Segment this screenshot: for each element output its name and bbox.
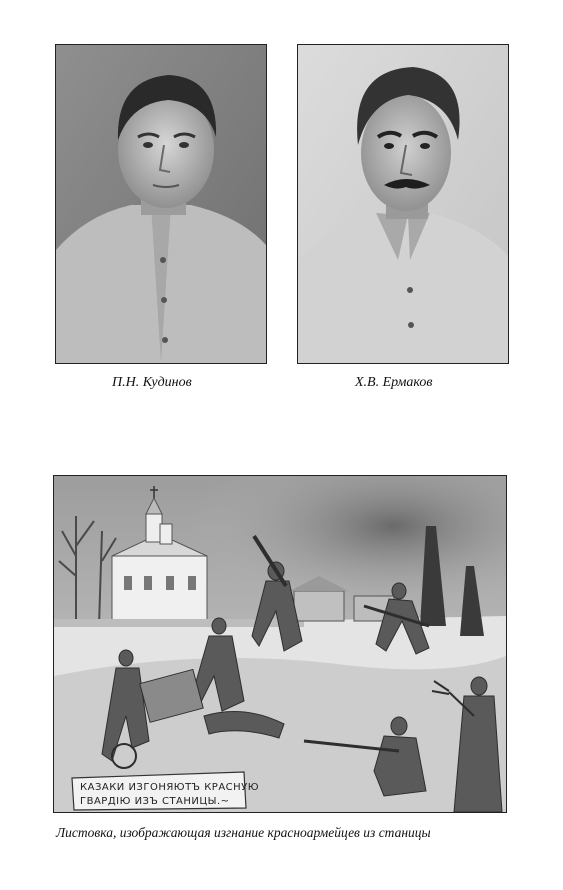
portrait-caption-ermakov: Х.В. Ермаков: [355, 375, 433, 390]
leaflet-banner-line1: КАЗАКИ ИЗГОНЯЮТЪ КРАСНУЮ: [80, 782, 260, 793]
leaflet-caption: Листовка, изображающая изгнание красноармейцев из станицы: [56, 825, 431, 840]
portrait-kudinov-photo: [55, 44, 267, 364]
leaflet-banner-line2: ГВАРДІЮ ИЗЪ СТАНИЦЫ.~: [80, 796, 230, 807]
portrait-ermakov-photo: [297, 44, 509, 364]
leaflet-illustration: [53, 475, 507, 813]
portrait-caption-kudinov: П.Н. Кудинов: [112, 375, 192, 390]
